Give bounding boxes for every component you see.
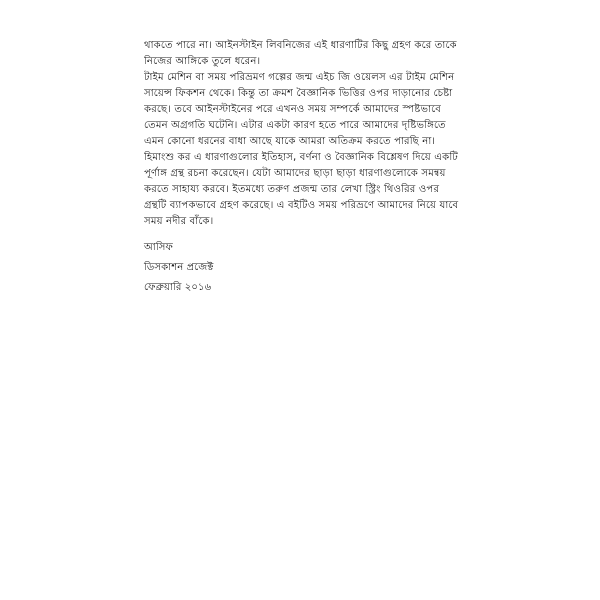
signature-date: ফেব্রুয়ারি ২০১৬ — [144, 282, 212, 293]
text-line: এমন কোনো ধরনের বাধা আছে যাকে আমরা অতিক্রম করতে পারছি না। — [144, 136, 436, 147]
text-line: হিমাংশু কর এ ধারণাগুলোর ইতিহাস, বর্ণনা ও বৈজ্ঞানিক বিশ্লেষণ দিয়ে একটি — [144, 152, 458, 163]
text-line: নিজের আঙ্গিকে তুলে ধরেন। — [144, 56, 261, 67]
text-line: করছে। তবে আইনস্টাইনের পরে এখনও সময় সম্পর্কে আমাদের স্পষ্টভাবে — [144, 104, 442, 115]
body-text — [144, 38, 476, 230]
text-line: করতে সাহায্য করবে। ইতমধ্যে তরুণ প্রজন্ম তার লেখা স্ট্রিং থিওরির ওপর — [144, 184, 440, 195]
text-line: গ্রন্থটি ব্যাপকভাবে গ্রহণ করেছে। এ বইটিও সময় পরিভ্রণে আমাদের নিয়ে যাবে — [144, 200, 459, 211]
text-line: তেমন অগ্রগতি ঘটেনি। এটার একটা কারণ হতে পারে আমাদের দৃষ্টিভঙ্গিতে — [144, 120, 446, 131]
signature-block — [144, 238, 344, 298]
signature-organization: ডিসকাশন প্রজেক্ট — [144, 262, 214, 273]
signature-name: আসিফ — [144, 242, 173, 253]
text-line: থাকতে পারে না। আইনস্টাইন লিবনিজের এই ধারণাটির কিছু গ্রহণ করে তাকে — [144, 40, 457, 51]
text-line: টাইম মেশিন বা সময় পরিভ্রমণ গল্পের জন্ম এইচ জি ওয়েলস এর টাইম মেশিন — [144, 72, 455, 83]
text-line: সময় নদীর বাঁকে। — [144, 216, 214, 227]
text-line: সায়েন্স ফিকশন থেকে। কিন্তু তা ক্রমশ বৈজ্ঞানিক ভিত্তির ওপর দাড়ানোর চেষ্টা — [144, 88, 453, 99]
text-line: পূর্ণাঙ্গ গ্রন্থ রচনা করেছেন। যেটা আমাদের ছাড়া ছাড়া ধারণাগুলোকে সমন্বয় — [144, 168, 446, 179]
